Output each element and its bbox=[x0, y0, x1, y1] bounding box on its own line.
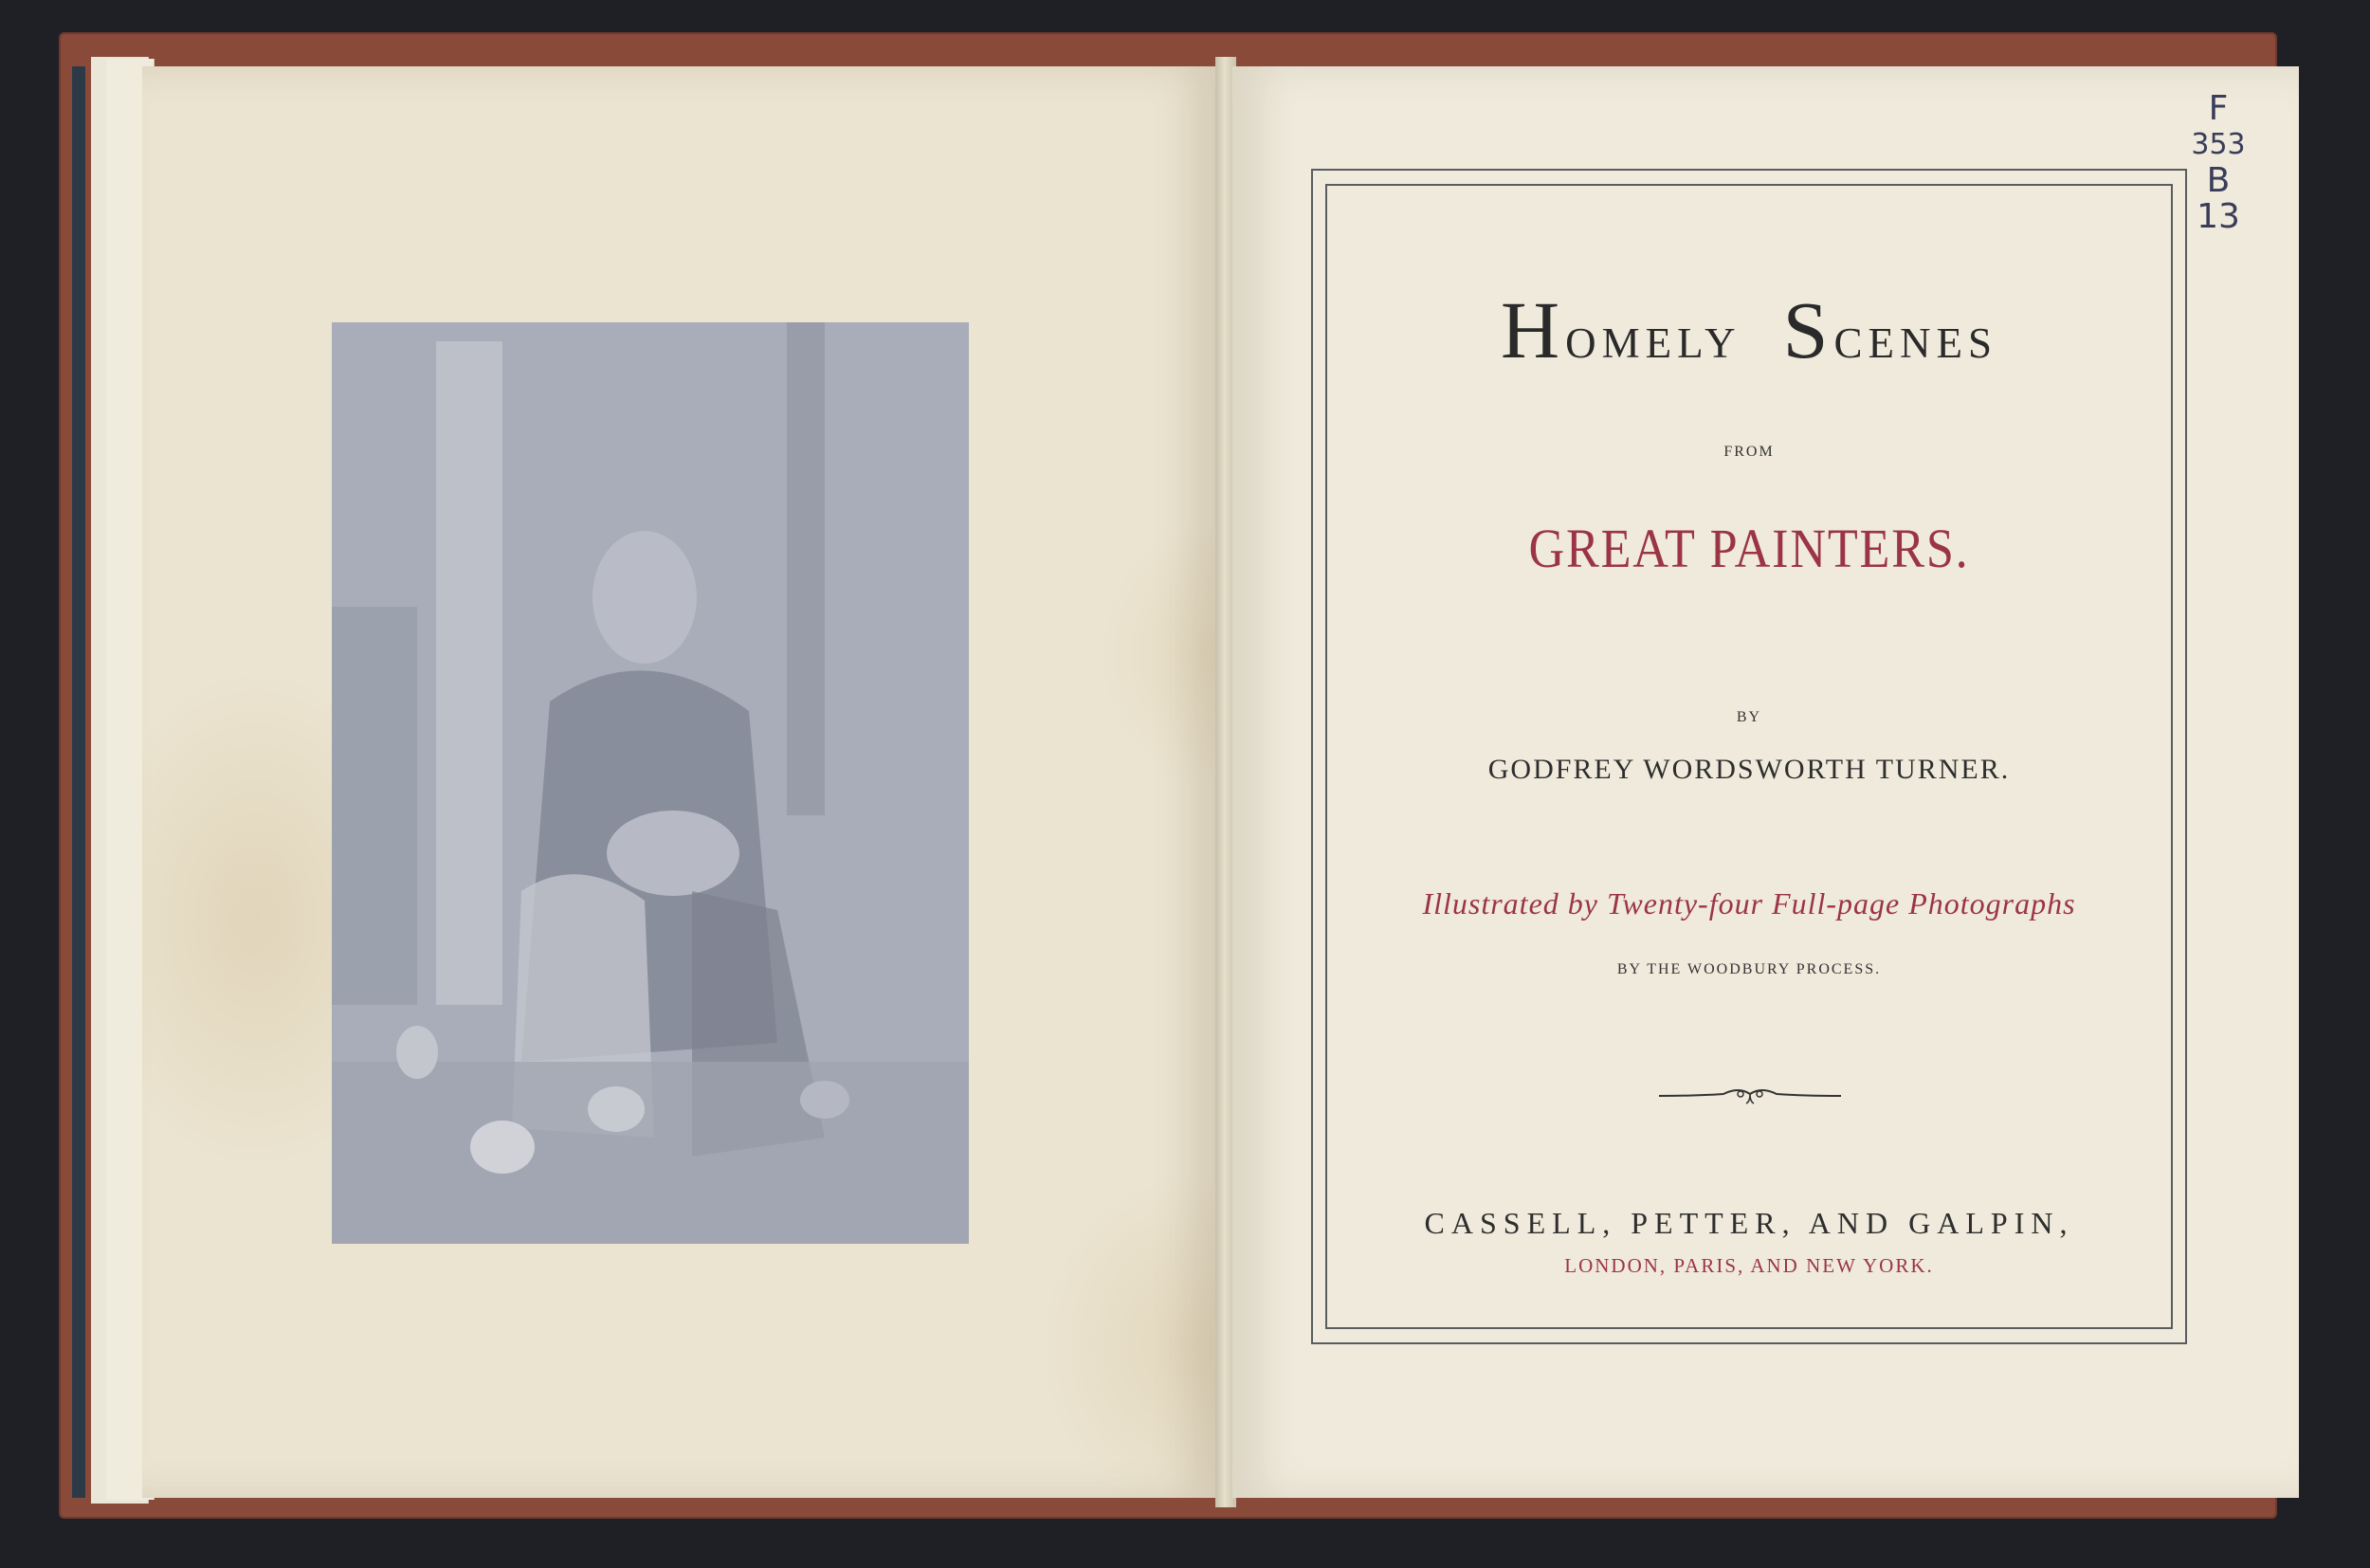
author-name: GODFREY WORDSWORTH TURNER. bbox=[1487, 754, 2011, 785]
publisher-places: LONDON, PARIS, AND NEW YORK. bbox=[1564, 1254, 1934, 1277]
book-subtitle: GREAT PAINTERS. bbox=[1528, 518, 1970, 579]
shelfmark-line: 353 bbox=[2191, 128, 2246, 161]
shelfmark-line: B bbox=[2206, 161, 2231, 200]
illustration-note: Illustrated by Twenty-four Full-page Photographs bbox=[1422, 886, 2076, 921]
publisher-name: CASSELL, PETTER, AND GALPIN, bbox=[1424, 1206, 2074, 1240]
process-note: BY THE WOODBURY PROCESS. bbox=[1616, 961, 1882, 977]
cover-edge bbox=[72, 66, 85, 1498]
handwritten-shelfmark bbox=[2171, 91, 2266, 235]
frontispiece-image bbox=[332, 322, 969, 1244]
frontispiece-photograph bbox=[332, 322, 969, 1244]
from-label: FROM bbox=[1723, 444, 1775, 460]
book-title: Homely Scenes bbox=[1501, 284, 1997, 375]
by-label: BY bbox=[1736, 709, 1762, 725]
shelfmark-line: F bbox=[2208, 89, 2229, 128]
shelfmark-line: 13 bbox=[2197, 197, 2240, 236]
ornament-divider bbox=[1657, 1083, 1843, 1105]
